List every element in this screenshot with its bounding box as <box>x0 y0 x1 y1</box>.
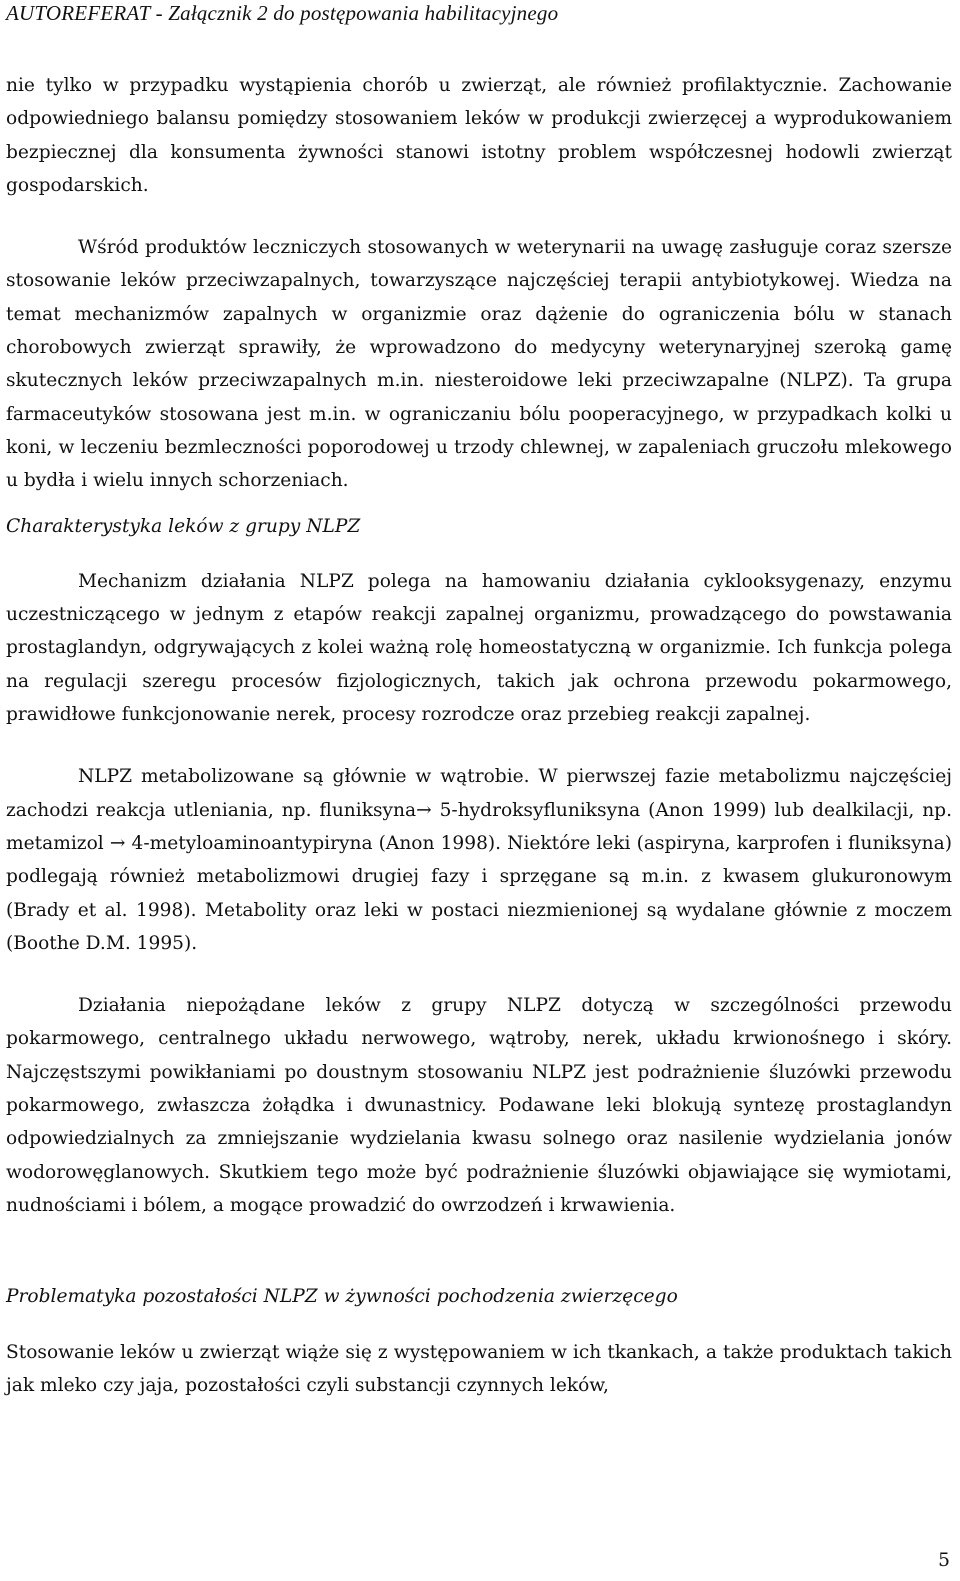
section-heading-residues: Problematyka pozostałości NLPZ w żywności pochodzenia zwierzęcego <box>6 1286 678 1308</box>
page-number: 5 <box>938 1550 950 1571</box>
section-heading-nlpz: Charakterystyka leków z grupy NLPZ <box>6 515 361 537</box>
paragraph-1: nie tylko w przypadku wystąpienia chorób u zwierząt, ale również profilaktycznie. Zachowanie odpowiedniego balansu pomiędzy stosowaniem leków w produkcji zwierzęcej a wyprodukowaniem bezpiecznej dla konsumenta żywności stanowi istotny problem współczesnej hodowli zwierząt gospodarskich. <box>6 75 952 196</box>
paragraph-5: Działania niepożądane leków z grupy NLPZ dotyczą w szczególności przewodu pokarmowego, centralnego układu nerwowego, wątroby, nerek, układu krwionośnego i skóry. Najczęstszymi powikłaniami po doustnym stosowaniu NLPZ jest podrażnienie śluzówki przewodu pokarmowego, zwłaszcza żołądka i dwunastnicy. Podawane leki blokują syntezę prostaglandyn odpowiedzialnych za zmniejszanie wydzielania kwasu solnego oraz nasilenie wydzielania jonów wodorowęglanowych. Skutkiem tego może być podrażnienie śluzówki objawiające się wymiotami, nudnościami i bólem, a mogące prowadzić do owrzodzeń i krwawienia. <box>6 995 952 1216</box>
paragraph-6: Stosowanie leków u zwierząt wiąże się z występowaniem w ich tkankach, a także produktach takich jak mleko czy jaja, pozostałości czyli substancji czynnych leków, <box>6 1341 952 1396</box>
paragraph-4: NLPZ metabolizowane są głównie w wątrobie. W pierwszej fazie metabolizmu najczęściej zachodzi reakcja utleniania, np. fluniksyna→ 5-hydroksyfluniksyna (Anon 1999) lub dealkilacji, np. metamizol → 4-metyloaminoantypiryna (Anon 1998). Niektóre leki (aspiryna, karprofen i fluniksyna) podlegają również metabolizmowi drugiej fazy i sprzęgane są m.in. z kwasem glukuronowym (Brady et al. 1998). Metabolity oraz leki w postaci niezmienionej są wydalane głównie z moczem (Boothe D.M. 1995). <box>6 766 952 954</box>
paragraph-3: Mechanizm działania NLPZ polega na hamowaniu działania cyklooksygenazy, enzymu uczestniczącego w jednym z etapów reakcji zapalnej organizmu, prowadzącego do powstawania prostaglandyn, odgrywających z kolei ważną rolę homeostatyczną w organizmie. Ich funkcja polega na regulacji szeregu procesów fizjologicznych, takich jak ochrona przewodu pokarmowego, prawidłowe funkcjonowanie nerek, procesy rozrodcze oraz przebieg reakcji zapalnej. <box>6 570 952 726</box>
document-page <box>6 0 952 1402</box>
running-header: AUTOREFERAT - Załącznik 2 do postępowania habilitacyjnego <box>6 1 559 25</box>
paragraph-2: Wśród produktów leczniczych stosowanych w weterynarii na uwagę zasługuje coraz szersze stosowanie leków przeciwzapalnych, towarzyszące najczęściej terapii antybiotykowej. Wiedza na temat mechanizmów zapalnych w organizmie oraz dążenie do ograniczenia bólu w stanach chorobowych zwierząt sprawiły, że wprowadzono do medycyny weterynaryjnej szeroką gamę skutecznych leków przeciwzapalnych m.in. niesteroidowe leki przeciwzapalne (NLPZ). Ta grupa farmaceutyków stosowana jest m.in. w ograniczaniu bólu pooperacyjnego, w przypadkach kolki u koni, w leczeniu bezmleczności poporodowej u trzody chlewnej, w zapaleniach gruczołu mlekowego u bydła i wielu innych schorzeniach. <box>6 237 952 492</box>
